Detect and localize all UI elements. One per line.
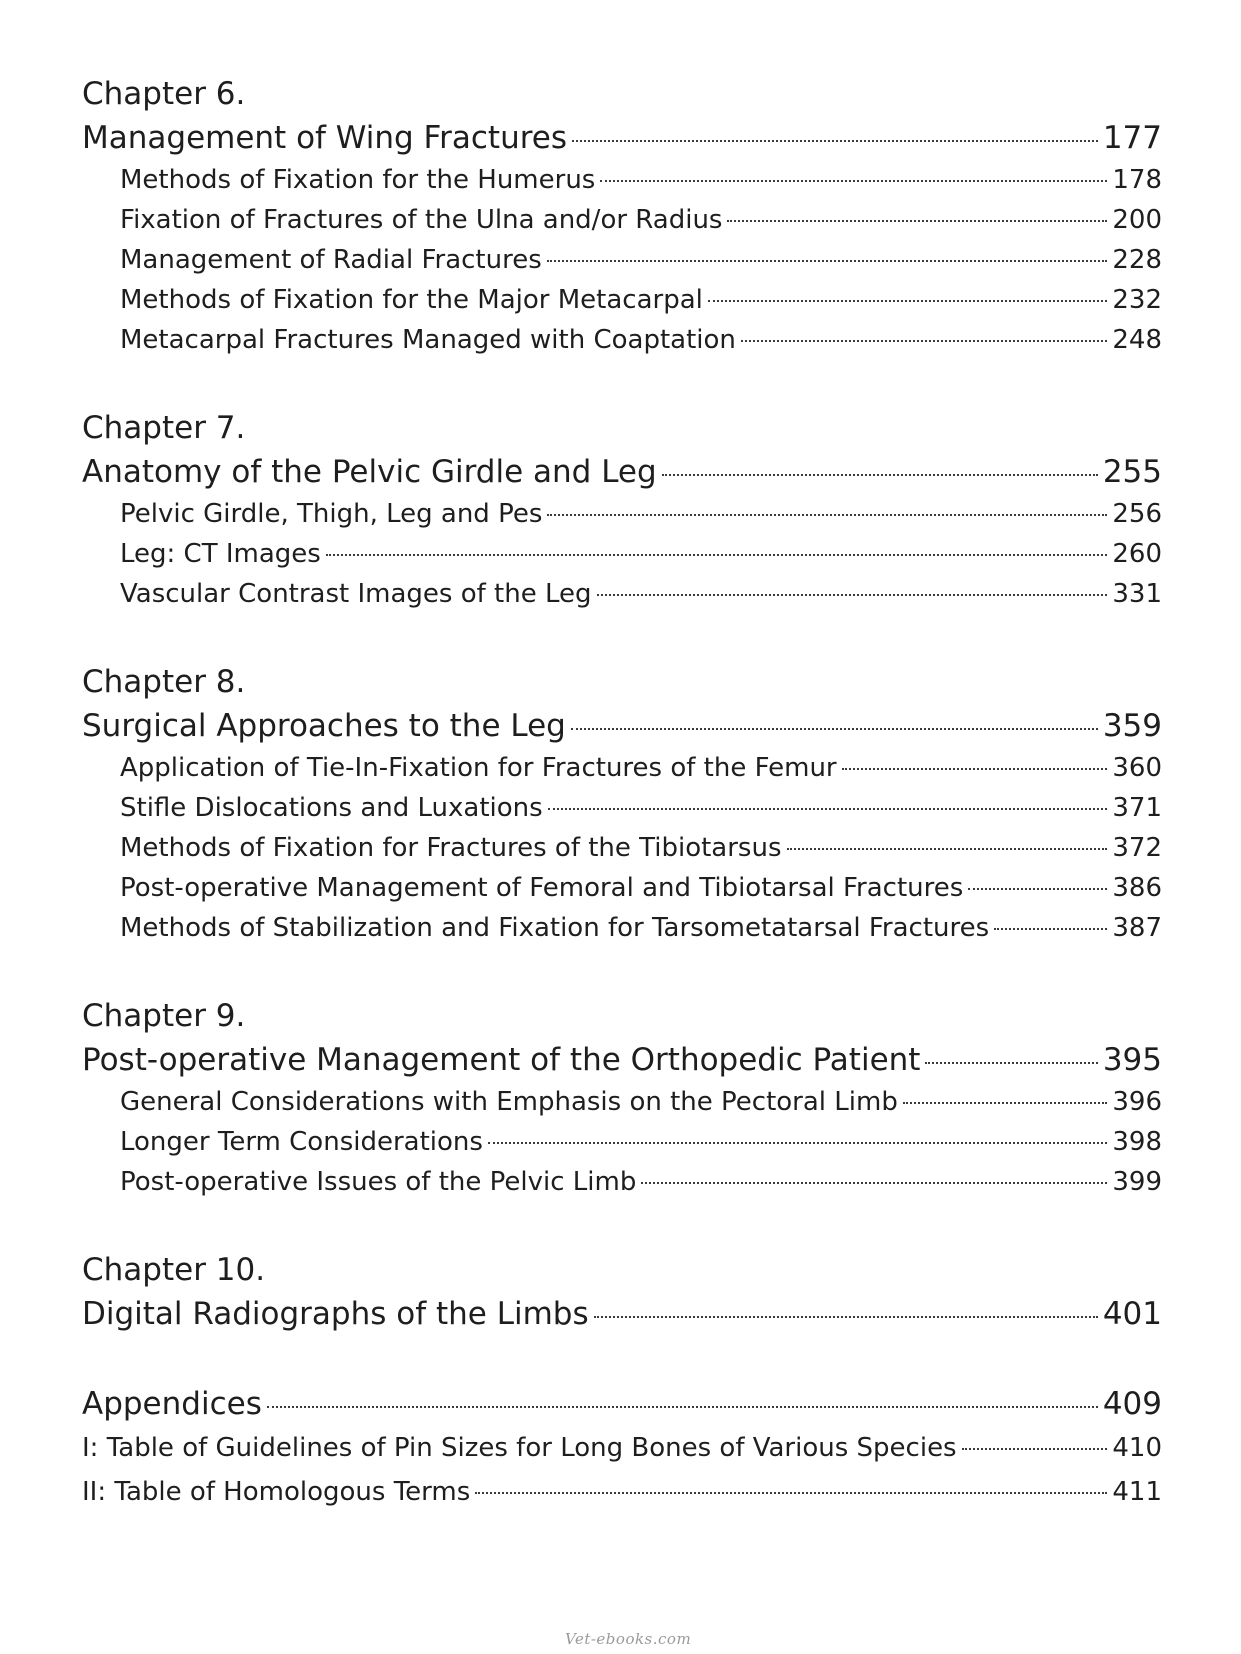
chapter-6-block (82, 72, 1162, 360)
page-number: 395 (1102, 1042, 1162, 1078)
chapter-label: Chapter 8. (82, 664, 246, 700)
section-title: Management of Radial Fractures (120, 245, 542, 275)
dot-leader (842, 768, 1108, 770)
appendix-title: II: Table of Homologous Terms (82, 1477, 471, 1507)
section-title: Longer Term Considerations (120, 1127, 483, 1157)
toc-entry-chapter-10[interactable] (82, 1292, 1162, 1336)
page-number: 359 (1102, 708, 1162, 744)
page-number: 260 (1112, 539, 1162, 569)
page-number: 248 (1112, 325, 1162, 355)
dot-leader (787, 848, 1108, 850)
dot-leader (594, 1316, 1098, 1318)
dot-leader (475, 1492, 1107, 1494)
dot-leader (994, 928, 1107, 930)
page-number: 178 (1112, 165, 1162, 195)
page-number: 410 (1112, 1433, 1162, 1463)
dot-leader (962, 1448, 1108, 1450)
section-title: Fixation of Fractures of the Ulna and/or Radius (120, 205, 723, 235)
page-number: 372 (1112, 833, 1162, 863)
section-title: Stifle Dislocations and Luxations (120, 793, 543, 823)
chapter-label: Chapter 9. (82, 998, 246, 1034)
toc-entry-section[interactable] (82, 280, 1162, 320)
page-number: 331 (1112, 579, 1162, 609)
page-number: 256 (1112, 499, 1162, 529)
dot-leader (968, 888, 1107, 890)
toc-entry-appendix[interactable] (82, 1426, 1162, 1470)
chapter-9-block (82, 994, 1162, 1202)
toc-entry-section[interactable] (82, 908, 1162, 948)
section-title: Leg: CT Images (120, 539, 321, 569)
page-number: 409 (1102, 1386, 1162, 1422)
dot-leader (662, 474, 1098, 476)
section-title: Post-operative Management of Femoral and Tibiotarsal Fractures (120, 873, 964, 903)
toc-entry-section[interactable] (82, 160, 1162, 200)
page-number: 228 (1112, 245, 1162, 275)
toc-entry-chapter-7[interactable] (82, 450, 1162, 494)
section-title: Application of Tie-In-Fixation for Fractures of the Femur (120, 753, 837, 783)
page-number: 411 (1112, 1477, 1162, 1507)
page-number: 360 (1112, 753, 1162, 783)
page-number: 200 (1112, 205, 1162, 235)
dot-leader (488, 1142, 1107, 1144)
toc-entry-chapter-6[interactable] (82, 116, 1162, 160)
page-number: 387 (1112, 913, 1162, 943)
page-number: 399 (1112, 1167, 1162, 1197)
dot-leader (571, 728, 1098, 730)
dot-leader (903, 1102, 1108, 1104)
chapter-7-block (82, 406, 1162, 614)
toc-entry-section[interactable] (82, 1122, 1162, 1162)
toc-entry-section[interactable] (82, 320, 1162, 360)
section-title: Methods of Fixation for the Major Metacarpal (120, 285, 703, 315)
section-title: Vascular Contrast Images of the Leg (120, 579, 592, 609)
section-title: Methods of Fixation for Fractures of the Tibiotarsus (120, 833, 782, 863)
dot-leader (741, 340, 1107, 342)
chapter-title: Surgical Approaches to the Leg (82, 708, 566, 744)
appendix-title: I: Table of Guidelines of Pin Sizes for Long Bones of Various Species (82, 1433, 957, 1463)
appendices-title: Appendices (82, 1386, 262, 1422)
toc-entry-section[interactable] (82, 534, 1162, 574)
toc-entry-appendix[interactable] (82, 1470, 1162, 1514)
dot-leader (727, 220, 1107, 222)
watermark-logo: Vet-ebooks.com (565, 1630, 692, 1648)
page-number: 371 (1112, 793, 1162, 823)
dot-leader (641, 1182, 1107, 1184)
dot-leader (326, 554, 1108, 556)
chapter-title: Management of Wing Fractures (82, 120, 568, 156)
section-title: General Considerations with Emphasis on the Pectoral Limb (120, 1087, 898, 1117)
page-number: 177 (1102, 120, 1162, 156)
page-number: 398 (1112, 1127, 1162, 1157)
chapter-8-block (82, 660, 1162, 948)
toc-entry-appendices[interactable] (82, 1382, 1162, 1426)
page-number: 255 (1102, 454, 1162, 490)
toc-entry-section[interactable] (82, 1162, 1162, 1202)
toc-entry-section[interactable] (82, 868, 1162, 908)
toc-entry-section[interactable] (82, 828, 1162, 868)
section-title: Methods of Fixation for the Humerus (120, 165, 596, 195)
dot-leader (925, 1062, 1097, 1064)
page-number: 401 (1102, 1296, 1162, 1332)
dot-leader (597, 594, 1108, 596)
toc-entry-section[interactable] (82, 240, 1162, 280)
section-title: Post-operative Issues of the Pelvic Limb (120, 1167, 637, 1197)
dot-leader (708, 300, 1108, 302)
page-number: 232 (1112, 285, 1162, 315)
section-title: Pelvic Girdle, Thigh, Leg and Pes (120, 499, 543, 529)
chapter-label: Chapter 10. (82, 1252, 266, 1288)
toc-entry-section[interactable] (82, 788, 1162, 828)
toc-entry-chapter-9[interactable] (82, 1038, 1162, 1082)
toc-entry-chapter-8[interactable] (82, 704, 1162, 748)
dot-leader (548, 808, 1108, 810)
dot-leader (600, 180, 1107, 182)
chapter-label: Chapter 6. (82, 76, 246, 112)
appendices-block (82, 1382, 1162, 1514)
toc-entry-section[interactable] (82, 494, 1162, 534)
section-title: Metacarpal Fractures Managed with Coaptation (120, 325, 736, 355)
chapter-label: Chapter 7. (82, 410, 246, 446)
section-title: Methods of Stabilization and Fixation for Tarsometatarsal Fractures (120, 913, 990, 943)
toc-entry-section[interactable] (82, 574, 1162, 614)
chapter-title: Post-operative Management of the Orthopedic Patient (82, 1042, 921, 1078)
table-of-contents (82, 72, 1162, 1560)
toc-entry-section[interactable] (82, 748, 1162, 788)
dot-leader (572, 140, 1098, 142)
chapter-title: Anatomy of the Pelvic Girdle and Leg (82, 454, 657, 490)
page-number: 396 (1112, 1087, 1162, 1117)
dot-leader (267, 1406, 1098, 1408)
toc-entry-section[interactable] (82, 1082, 1162, 1122)
chapter-title: Digital Radiographs of the Limbs (82, 1296, 589, 1332)
dot-leader (547, 514, 1107, 516)
toc-entry-section[interactable] (82, 200, 1162, 240)
page-number: 386 (1112, 873, 1162, 903)
dot-leader (547, 260, 1108, 262)
chapter-10-block (82, 1248, 1162, 1336)
